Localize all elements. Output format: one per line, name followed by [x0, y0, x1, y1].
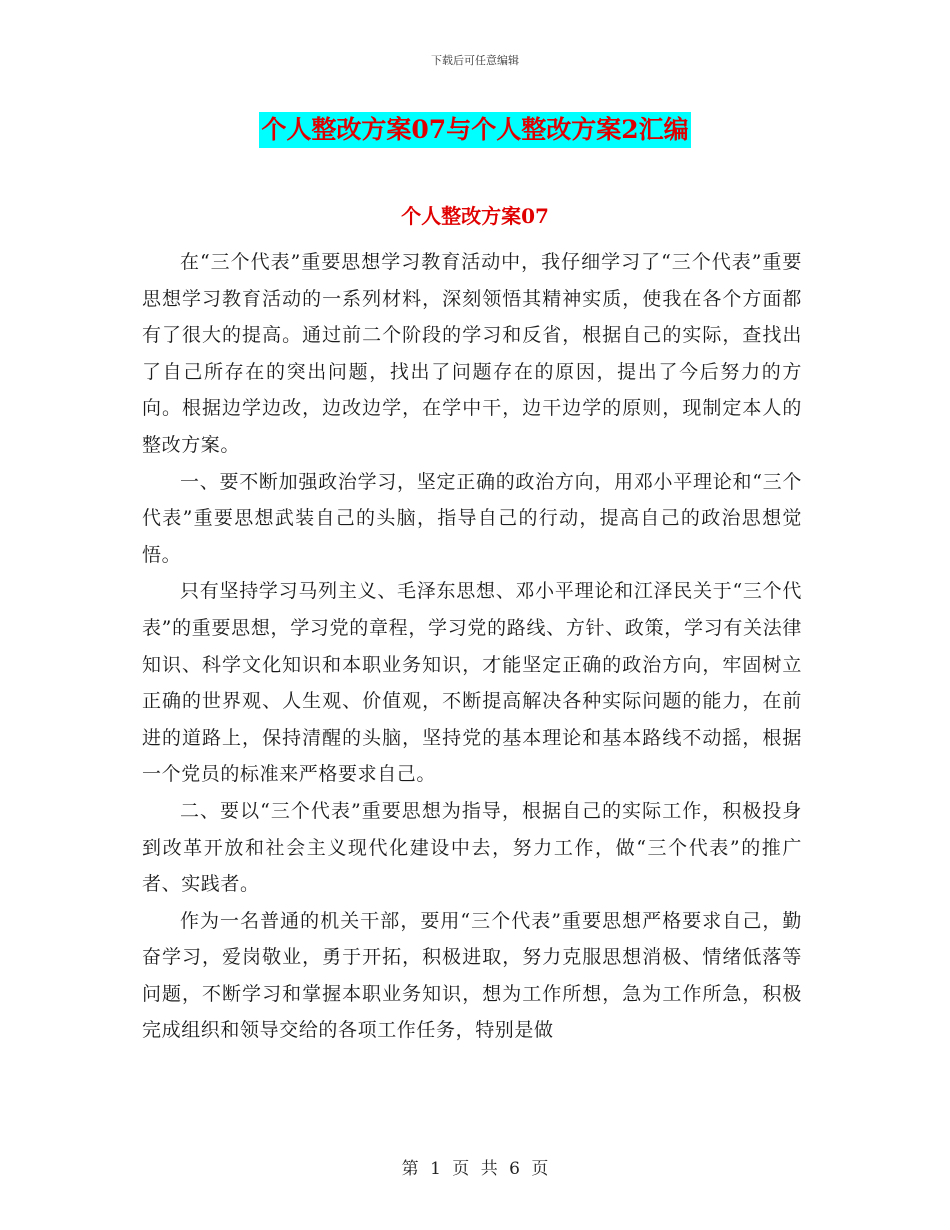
- document-body: [142, 244, 802, 1049]
- page-footer: 第 1 页 共 6 页: [401, 1159, 549, 1179]
- section-title: 个人整改方案07: [401, 204, 549, 228]
- header-note: 下载后可任意编辑: [431, 54, 519, 67]
- paragraph-5: 作为一名普通的机关干部，要用“三个代表”重要思想严格要求自己，勤奋学习，爱岗敬业，勇于开拓，积极进取，努力克服思想消极、情绪低落等问题，不断学习和掌握本职业务知识，想为工作所想，急为工作所急，积极完成组织和领导交给的各项工作任务，特别是做: [142, 909, 802, 1042]
- main-title: 个人整改方案07与个人整改方案2汇编: [259, 112, 690, 148]
- paragraph-1: 在“三个代表”重要思想学习教育活动中，我仔细学习了“三个代表”重要思想学习教育活动的一系列材料，深刻领悟其精神实质，使我在各个方面都有了很大的提高。通过前二个阶段的学习和反省，根据自己的实际，查找出了自己所存在的突出问题，找出了问题存在的原因，提出了今后努力的方向。根据边学边改，边改边学，在学中干，边干边学的原则，现制定本人的整改方案。: [142, 251, 802, 456]
- paragraph-3: 只有坚持学习马列主义、毛泽东思想、邓小平理论和江泽民关于“三个代表”的重要思想，学习党的章程，学习党的路线、方针、政策，学习有关法律知识、科学文化知识和本职业务知识，才能坚定正确的政治方向，牢固树立正确的世界观、人生观、价值观，不断提高解决各种实际问题的能力，在前进的道路上，保持清醒的头脑，坚持党的基本理论和基本路线不动摇，根据一个党员的标准来严格要求自己。: [142, 580, 802, 786]
- main-title-wrapper: [0, 112, 950, 148]
- paragraph-4: 二、要以“三个代表”重要思想为指导，根据自己的实际工作，积极投身到改革开放和社会主义现代化建设中去，努力工作，做“三个代表”的推广者、实践者。: [142, 799, 802, 896]
- paragraph-2: 一、要不断加强政治学习，坚定正确的政治方向，用邓小平理论和“三个代表”重要思想武装自己的头脑，指导自己的行动，提高自己的政治思想觉悟。: [142, 470, 802, 566]
